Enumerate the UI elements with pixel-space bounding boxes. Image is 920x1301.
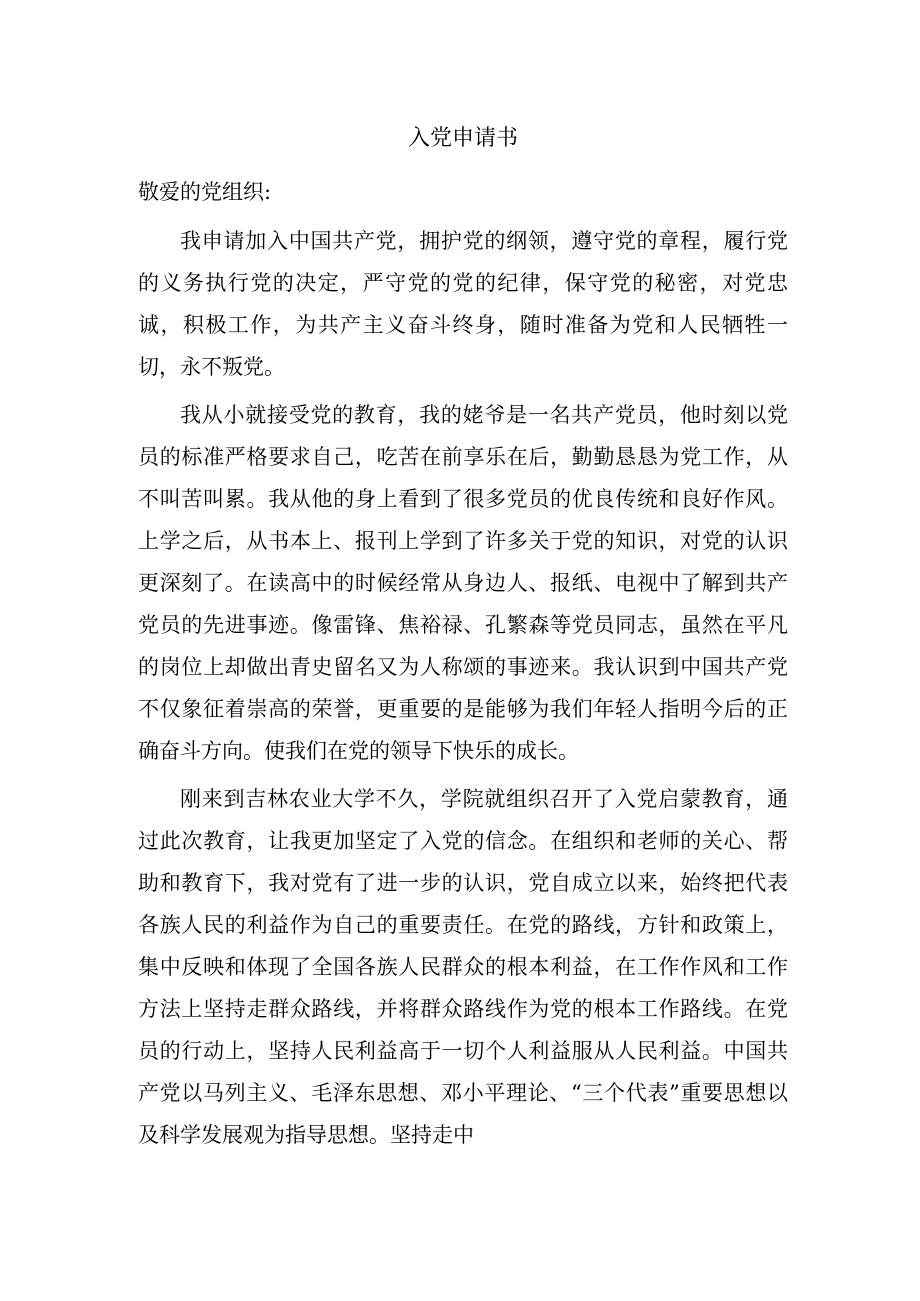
paragraph-pledge: 我申请加入中国共产党，拥护党的纲领，遵守党的章程，履行党的义务执行党的决定，严守党的党的纪律，保守党的秘密，对党忠诚，积极工作，为共产主义奋斗终身，随时准备为党和人民牺牲一切，永不叛党。 xyxy=(138,229,788,379)
document-title: 入党申请书 xyxy=(407,126,518,151)
paragraph-upbringing: 我从小就接受党的教育，我的姥爷是一名共产党员，他时刻以党员的标准严格要求自己，吃苦在前享乐在后，勤勤恳恳为党工作，从不叫苦叫累。我从他的身上看到了很多党员的优良传统和良好作风。上学之后，从书本上、报刊上学到了许多关于党的知识，对党的认识更深刻了。在读高中的时候经常从身边人、报纸、电视中了解到共产党员的先进事迹。像雷锋、焦裕禄、孔繁森等党员同志，虽然在平凡的岗位上却做出青史留名又为人称颂的事迹来。我认识到中国共产党不仅象征着崇高的荣誉，更重要的是能够为我们年轻人指明今后的正确奋斗方向。使我们在党的领导下快乐的成长。 xyxy=(138,403,788,763)
salutation: 敬爱的党组织: xyxy=(138,180,272,204)
document-page xyxy=(138,118,788,1162)
paragraph-university: 刚来到吉林农业大学不久，学院就组织召开了入党启蒙教育，通过此次教育，让我更加坚定了入党的信念。在组织和老师的关心、帮助和教育下，我对党有了进一步的认识，党自成立以来，始终把代表各族人民的利益作为自己的重要责任。在党的路线，方针和政策上，集中反映和体现了全国各族人民群众的根本利益，在工作作风和工作方法上坚持走群众路线，并将群众路线作为党的根本工作路线。在党员的行动上，坚持人民利益高于一切个人利益服从人民利益。中国共产党以马列主义、毛泽东思想、邓小平理论、“三个代表”重要思想以及科学发展观为指导思想。坚持走中 xyxy=(138,787,788,1147)
